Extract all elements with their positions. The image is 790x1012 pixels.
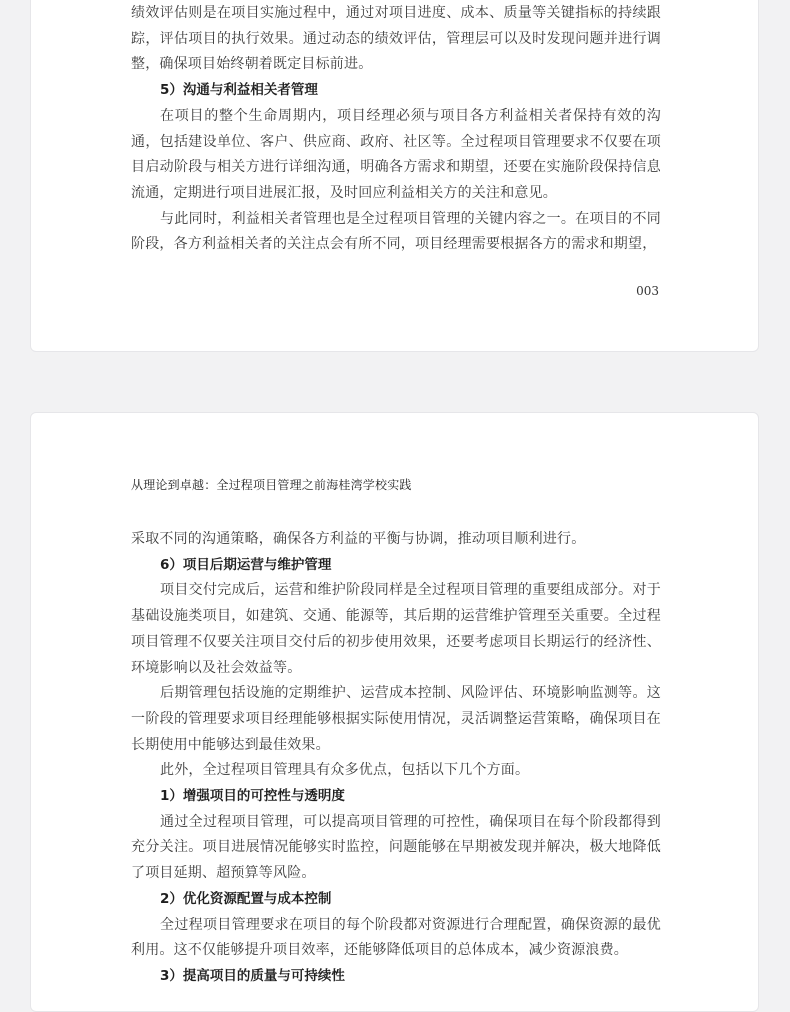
page-body-text — [131, 527, 661, 990]
body-paragraph: 绩效评估则是在项目实施过程中，通过对项目进度、成本、质量等关键指标的持续跟踪，评估项目的执行效果。通过动态的绩效评估，管理层可以及时发现问题并进行调整，确保项目始终朝着既定目标前进。 — [131, 5, 661, 73]
document-page-lower — [30, 412, 759, 1012]
page-number: 003 — [636, 284, 659, 298]
section-heading: 2）优化资源配置与成本控制 — [160, 890, 332, 907]
section-heading: 3）提高项目的质量与可持续性 — [160, 967, 345, 984]
document-page-upper — [30, 0, 759, 352]
running-header: 从理论到卓越：全过程项目管理之前海桂湾学校实践 — [131, 478, 412, 492]
section-heading: 1）增强项目的可控性与透明度 — [160, 788, 345, 805]
page-body-text — [131, 1, 661, 258]
body-paragraph: 采取不同的沟通策略，确保各方利益的平衡与协调，推动项目顺利进行。 — [131, 531, 586, 547]
section-heading: 6）项目后期运营与维护管理 — [160, 556, 332, 573]
body-paragraph: 通过全过程项目管理，可以提高项目管理的可控性，确保项目在每个阶段都得到充分关注。项目进展情况能够实时监控，问题能够在早期被发现并解决，极大地降低了项目延期、超预算等风险。 — [131, 813, 661, 882]
body-paragraph: 项目交付完成后，运营和维护阶段同样是全过程项目管理的重要组成部分。对于基础设施类项目，如建筑、交通、能源等，其后期的运营维护管理至关重要。全过程项目管理不仅要关注项目交付后的初步使用效果，还要考虑项目长期运行的经济性、环境影响以及社会效益等。 — [131, 582, 661, 676]
body-paragraph: 后期管理包括设施的定期维护、运营成本控制、风险评估、环境影响监测等。这一阶段的管理要求项目经理能够根据实际使用情况，灵活调整运营策略，确保项目在长期使用中能够达到最佳效果。 — [131, 685, 661, 753]
body-paragraph: 与此同时，利益相关者管理也是全过程项目管理的关键内容之一。在项目的不同阶段，各方利益相关者的关注点会有所不同，项目经理需要根据各方的需求和期望， — [131, 210, 661, 253]
body-paragraph: 全过程项目管理要求在项目的每个阶段都对资源进行合理配置，确保资源的最优利用。这不仅能够提升项目效率，还能够降低项目的总体成本，减少资源浪费。 — [131, 916, 661, 959]
section-heading: 5）沟通与利益相关者管理 — [160, 82, 318, 99]
body-paragraph: 在项目的整个生命周期内，项目经理必须与项目各方利益相关者保持有效的沟通，包括建设单位、客户、供应商、政府、社区等。全过程项目管理要求不仅要在项目启动阶段与相关方进行详细沟通，明确各方需求和期望，还要在实施阶段保持信息流通，定期进行项目进展汇报，及时回应利益相关方的关注和意见。 — [131, 107, 661, 201]
body-paragraph: 此外，全过程项目管理具有众多优点，包括以下几个方面。 — [160, 762, 530, 779]
